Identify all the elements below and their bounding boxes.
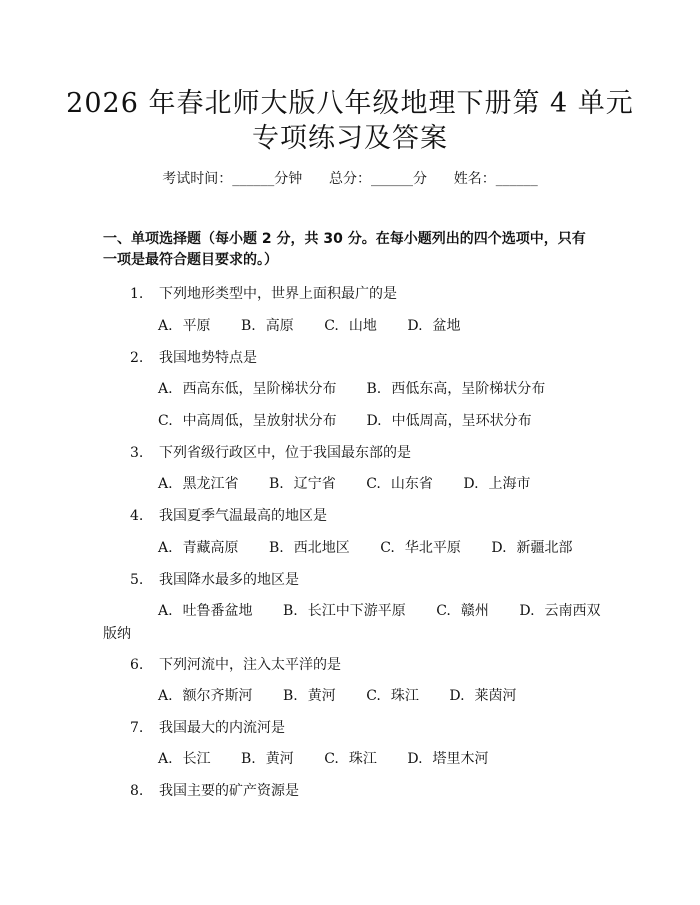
option-c: C. 山东省 [366, 476, 433, 492]
option-a: A. 吐鲁番盆地 [158, 603, 253, 619]
question-text: 我国地势特点是 [159, 350, 257, 366]
question-7-options [158, 748, 489, 768]
question-text: 我国夏季气温最高的地区是 [159, 508, 327, 524]
question-number: 7. [130, 720, 144, 736]
option-c: C. 山地 [324, 318, 377, 334]
question-7 [130, 717, 285, 737]
question-number: 8. [130, 783, 144, 799]
option-a: A. 平原 [158, 318, 211, 334]
option-c: C. 中高周低，呈放射状分布 [158, 413, 337, 429]
question-text: 下列河流中，注入太平洋的是 [159, 657, 341, 673]
option-d: D. 塔里木河 [407, 751, 489, 767]
question-text: 我国最大的内流河是 [159, 720, 285, 736]
question-2 [130, 347, 257, 367]
exam-info-line: 考试时间：______分钟 总分：______分 姓名：______ [162, 171, 538, 187]
option-d: D. 盆地 [407, 318, 461, 334]
question-6-options [158, 685, 517, 705]
option-a: A. 长江 [158, 751, 211, 767]
question-5-option-d-continued: 版纳 [103, 626, 131, 642]
question-number: 1. [130, 286, 144, 302]
document-title-line1: 2026 年春北师大版八年级地理下册第 4 单元 [66, 88, 634, 119]
option-b: B. 黄河 [241, 751, 294, 767]
option-a: A. 黑龙江省 [158, 476, 239, 492]
option-d: D. 莱茵河 [449, 688, 517, 704]
question-text: 下列地形类型中，世界上面积最广的是 [159, 286, 397, 302]
question-1-options [158, 315, 461, 335]
question-5-options [158, 600, 601, 620]
option-b: B. 高原 [241, 318, 294, 334]
option-d: D. 云南西双 [519, 603, 601, 619]
option-c: C. 珠江 [366, 688, 419, 704]
option-b: B. 长江中下游平原 [283, 603, 406, 619]
option-d: D. 中低周高，呈环状分布 [366, 413, 532, 429]
question-6 [130, 654, 341, 674]
question-3 [130, 442, 411, 462]
question-number: 3. [130, 445, 144, 461]
option-c: C. 赣州 [436, 603, 489, 619]
option-c: C. 华北平原 [380, 540, 461, 556]
option-a: A. 西高东低，呈阶梯状分布 [158, 381, 337, 397]
document-title-line2: 专项练习及答案 [252, 123, 448, 154]
question-4-options [158, 537, 573, 557]
option-d: D. 新疆北部 [491, 540, 573, 556]
section-heading: 一、单项选择题（每小题 2 分，共 30 分。在每小题列出的四个选项中，只有一项是最符合题目要求的。） [103, 231, 586, 268]
question-number: 6. [130, 657, 144, 673]
question-5 [130, 569, 299, 589]
question-4 [130, 505, 327, 525]
question-8 [130, 780, 299, 800]
option-a: A. 额尔齐斯河 [158, 688, 253, 704]
question-2-options-row1 [158, 378, 545, 398]
question-text: 下列省级行政区中，位于我国最东部的是 [159, 445, 411, 461]
question-number: 2. [130, 350, 144, 366]
question-3-options [158, 473, 531, 493]
option-b: B. 西北地区 [269, 540, 350, 556]
question-text: 我国主要的矿产资源是 [159, 783, 299, 799]
option-b: B. 辽宁省 [269, 476, 336, 492]
option-c: C. 珠江 [324, 751, 377, 767]
question-2-options-row2 [158, 410, 532, 430]
question-text: 我国降水最多的地区是 [159, 572, 299, 588]
option-b: B. 西低东高，呈阶梯状分布 [366, 381, 546, 397]
question-number: 4. [130, 508, 144, 524]
question-1 [130, 283, 397, 303]
question-number: 5. [130, 572, 144, 588]
option-a: A. 青藏高原 [158, 540, 239, 556]
option-d: D. 上海市 [463, 476, 531, 492]
option-b: B. 黄河 [283, 688, 336, 704]
